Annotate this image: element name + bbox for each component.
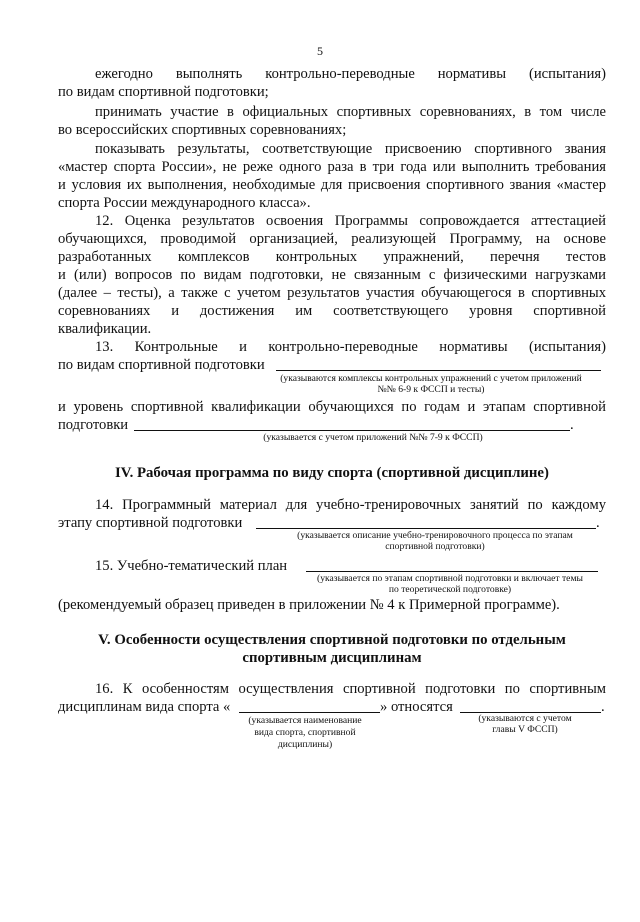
field-hint: (указываются с учетом: [478, 713, 572, 724]
paragraph-line: «мастер спорта России», не реже одного раза в три года или выполнить требования: [58, 159, 606, 175]
paragraph-line: во всероссийских спортивных соревнованиях;: [58, 122, 347, 138]
paragraph-line: спорта России международного класса».: [58, 195, 311, 211]
paragraph-line: квалификации.: [58, 321, 152, 337]
field-hint: (указываются комплексы контрольных упражнений с учетом приложений: [280, 373, 582, 384]
paragraph-line: и условия их выполнения, необходимые для присвоения спортивного звания «мастер: [58, 177, 606, 193]
paragraph-line: » относятся: [380, 699, 453, 715]
paragraph-line: дисциплинам вида спорта «: [58, 699, 231, 715]
field-hint: (указывается с учетом приложений №№ 7-9 к ФССП): [263, 432, 483, 443]
document-page: 5 ежегодно выполнять контрольно-переводные нормативы (испытания) по видам спортивной подготовки; принимать участие в официальных спортивных соревнованиях, в том числе во всероссийских спортивных соревнованиях; показывать результаты, соответствующие присвоению спортивного звания «мастер спорта России», не реже одного раза в три года или выполнить требования и условия их выполнения, необходимые для присвоения спортивного звания «мастер спорта России международного класса». 12. Оценка результатов освоения Программы сопровождается аттестацией обучающихся, проводимой организацией, реализующей Программу, на основе разработанных комплексов контрольных упражнений, перечня тестов и (или) вопросов по видам подготовки, не связанным с физическими нагрузками (далее – тесты), а также с учетом результатов участия обучающегося в спортивных соревнованиях и достижения им соответствующего уровня спортивной квалификации. 13. Контрольные и контрольно-переводные нормативы (испытания) по видам спортивной подготовки (указываются комплексы контрольных упражнений с учетом приложений №№ 6-9 к ФССП и тесты) и уровень спортивной квалификации обучающихся по годам и этапам спортивной подготовки . (указывается с учетом приложений №№ 7-9 к ФССП) IV. Рабочая программа по виду спорта (спортивной дисциплине) 14. Программный материал для учебно-тренировочных занятий по каждому этапу спортивной подготовки . (указывается описание учебно-тренировочного процесса по этапам спортивной подготовки) 15. Учебно-тематический план (указывается по этапам спортивной подготовки и включает темы по теоретической подготовке) (рекомендуемый образец приведен в приложении № 4 к Примерной программе). V. Особенности осуществления спортивной подготовки по отдельным спортивным дисциплинам 16. К особенностям осуществления спортивной подготовки по спортивным дисциплинам вида спорта « » относятся . (указывается наименование вида спорта, спортивной дисциплины) (указываются с учетом главы V ФССП): [0, 0, 640, 922]
field-hint: главы V ФССП): [492, 724, 558, 735]
fill-in-line: [134, 430, 570, 431]
paragraph-line: и уровень спортивной квалификации обучающихся по годам и этапам спортивной: [58, 399, 606, 415]
paragraph-line: разработанных комплексов контрольных упражнений, перечня тестов: [58, 249, 606, 265]
section-heading: IV. Рабочая программа по виду спорта (спортивной дисциплине): [115, 465, 549, 481]
paragraph-line: подготовки: [58, 417, 129, 433]
paragraph-line: по видам спортивной подготовки;: [58, 84, 269, 100]
field-hint: по теоретической подготовке): [388, 584, 512, 595]
fill-in-line: [306, 571, 598, 572]
paragraph-line: 12. Оценка результатов освоения Программы сопровождается аттестацией: [95, 213, 606, 229]
paragraph-line: соревнованиях и достижения им соответствующего уровня спортивной: [58, 303, 606, 319]
paragraph-line: показывать результаты, соответствующие присвоению спортивного звания: [95, 141, 606, 157]
fill-in-line: [256, 528, 596, 529]
fill-in-line: [276, 370, 601, 371]
section-heading: V. Особенности осуществления спортивной подготовки по отдельным: [98, 632, 566, 648]
fill-in-line: [239, 712, 380, 713]
paragraph-line: 13. Контрольные и контрольно-переводные нормативы (испытания): [95, 339, 606, 355]
paragraph-line: этапу спортивной подготовки: [58, 515, 243, 531]
field-hint: №№ 6-9 к ФССП и тесты): [377, 384, 485, 395]
field-hint: (указывается наименование: [248, 715, 362, 726]
paragraph-line: обучающихся, проводимой организацией, реализующей Программу, на основе: [58, 231, 606, 247]
paragraph-line: ежегодно выполнять контрольно-переводные нормативы (испытания): [95, 66, 606, 82]
section-heading: спортивным дисциплинам: [242, 650, 422, 666]
field-hint: спортивной подготовки): [385, 541, 485, 552]
field-hint: дисциплины): [277, 739, 333, 750]
field-hint: (указывается описание учебно-тренировочного процесса по этапам: [297, 530, 573, 541]
paragraph-line: принимать участие в официальных спортивных соревнованиях, в том числе: [95, 104, 606, 120]
field-hint: вида спорта, спортивной: [254, 727, 356, 738]
paragraph-line: 14. Программный материал для учебно-тренировочных занятий по каждому: [95, 497, 606, 513]
paragraph-line: 16. К особенностям осуществления спортивной подготовки по спортивным: [95, 681, 606, 697]
field-hint: (указывается по этапам спортивной подготовки и включает темы: [317, 573, 583, 584]
paragraph-line: (рекомендуемый образец приведен в приложении № 4 к Примерной программе).: [58, 597, 560, 613]
paragraph-line: и (или) вопросов по видам подготовки, не связанным с физическими нагрузками: [58, 267, 606, 283]
paragraph-line: (далее – тесты), а также с учетом результатов участия обучающегося в спортивных: [58, 285, 606, 301]
paragraph-line: 15. Учебно-тематический план: [95, 558, 288, 574]
paragraph-line: по видам спортивной подготовки: [58, 357, 265, 373]
page-number: 5: [317, 44, 323, 58]
